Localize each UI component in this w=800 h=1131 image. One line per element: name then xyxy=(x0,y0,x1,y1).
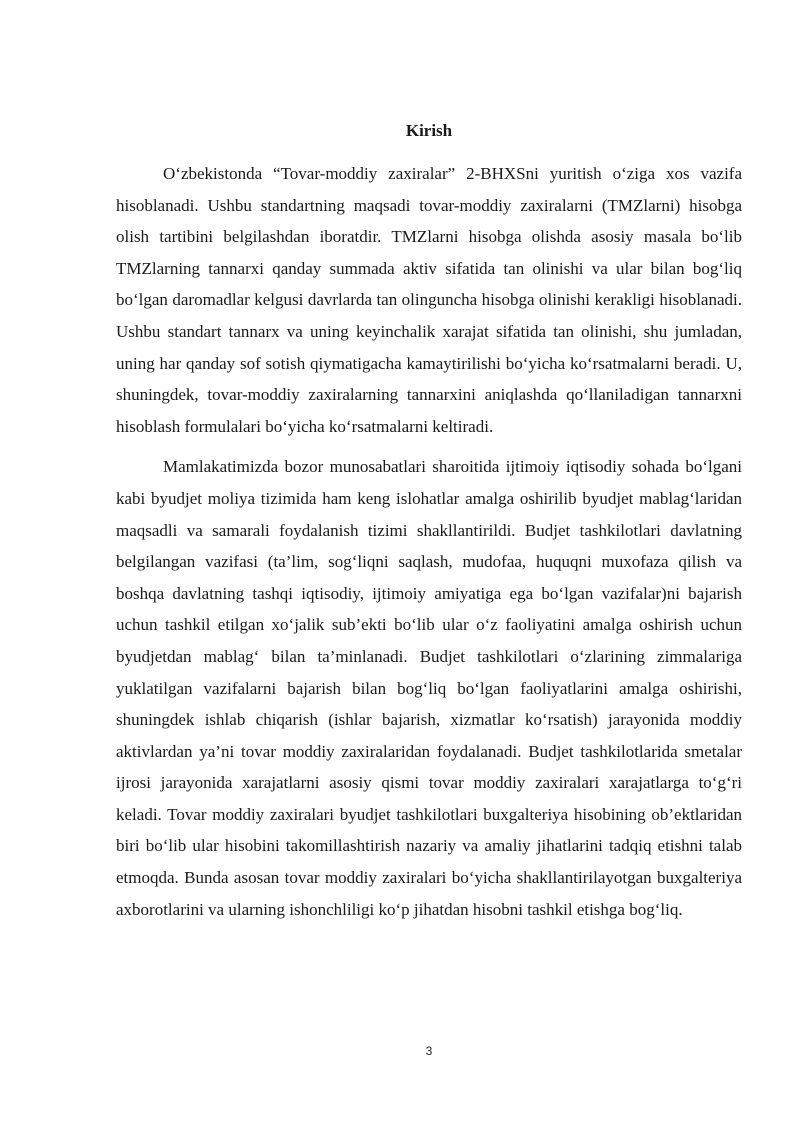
page-number: 3 xyxy=(425,1044,433,1058)
paragraph-1: O‘zbekistonda “Tovar-moddiy zaxiralar” 2-BHXSni yuritish o‘ziga xos vazifa hisoblanadi. Ushbu standartning maqsadi tovar-moddiy zaxiralarni (TMZlarni) hisobga olish tartibini belgilashdan iboratdir. TMZlarni hisobga olishda asosiy masala bo‘lib TMZlarning tannarxi qanday summada aktiv sifatida tan olinishi va ular bilan bog‘liq bo‘lgan daromadlar kelgusi davrlarda tan olinguncha hisobga olinishi kerakligi hisoblanadi. Ushbu standart tannarx va uning keyinchalik xarajat sifatida tan olinishi, shu jumladan, uning har qanday sof sotish qiymatigacha kamaytirilishi bo‘yicha ko‘rsatmalarni beradi. U, shuningdek, tovar-moddiy zaxiralarning tannarxini aniqlashda qo‘llaniladigan tannarxni hisoblash formulalari bo‘yicha ko‘rsatmalarni keltiradi. xyxy=(116,164,742,436)
body-text xyxy=(116,158,742,934)
paragraph-2: Mamlakatimizda bozor munosabatlari sharoitida ijtimoiy iqtisodiy sohada bo‘lgani kabi byudjet moliya tizimida ham keng islohatlar amalga oshirilib byudjet mablag‘laridan maqsadli va samarali foydalanish tizimi shakllantirildi. Budjet tashkilotlari davlatning belgilangan vazifasi (ta’lim, sog‘liqni saqlash, mudofaa, huquqni muxofaza qilish va boshqa davlatning tashqi iqtisodiy, ijtimoiy amiyatiga ega bo‘lgan vazifalar)ni bajarish uchun tashkil etilgan xo‘jalik sub’ekti bo‘lib ular o‘z faoliyatini amalga oshirish uchun byudjetdan mablag‘ bilan ta’minlanadi. Budjet tashkilotlari o‘zlarining zimmalariga yuklatilgan vazifalarni bajarish bilan bog‘liq bo‘lgan faoliyatlarini amalga oshirishi, shuningdek ishlab chiqarish (ishlar bajarish, xizmatlar ko‘rsatish) jarayonida moddiy aktivlardan ya’ni tovar moddiy zaxiralaridan foydalanadi. Budjet tashkilotlarida smetalar ijrosi jarayonida xarajatlarni asosiy qismi tovar moddiy zaxiralari xarajatlarga to‘g‘ri keladi. Tovar moddiy zaxiralari byudjet tashkilotlari buxgalteriya hisobining ob’ektlaridan biri bo‘lib ular hisobini takomillashtirish nazariy va amaliy jihatlarini tadqiq etishni talab etmoqda. Bunda asosan tovar moddiy zaxiralari bo‘yicha shakllantirilayotgan buxgalteriya axborotlarini va ularning ishonchliligi ko‘p jihatdan hisobni tashkil etishga bog‘liq. xyxy=(116,457,742,919)
page-title: Kirish xyxy=(405,121,453,140)
